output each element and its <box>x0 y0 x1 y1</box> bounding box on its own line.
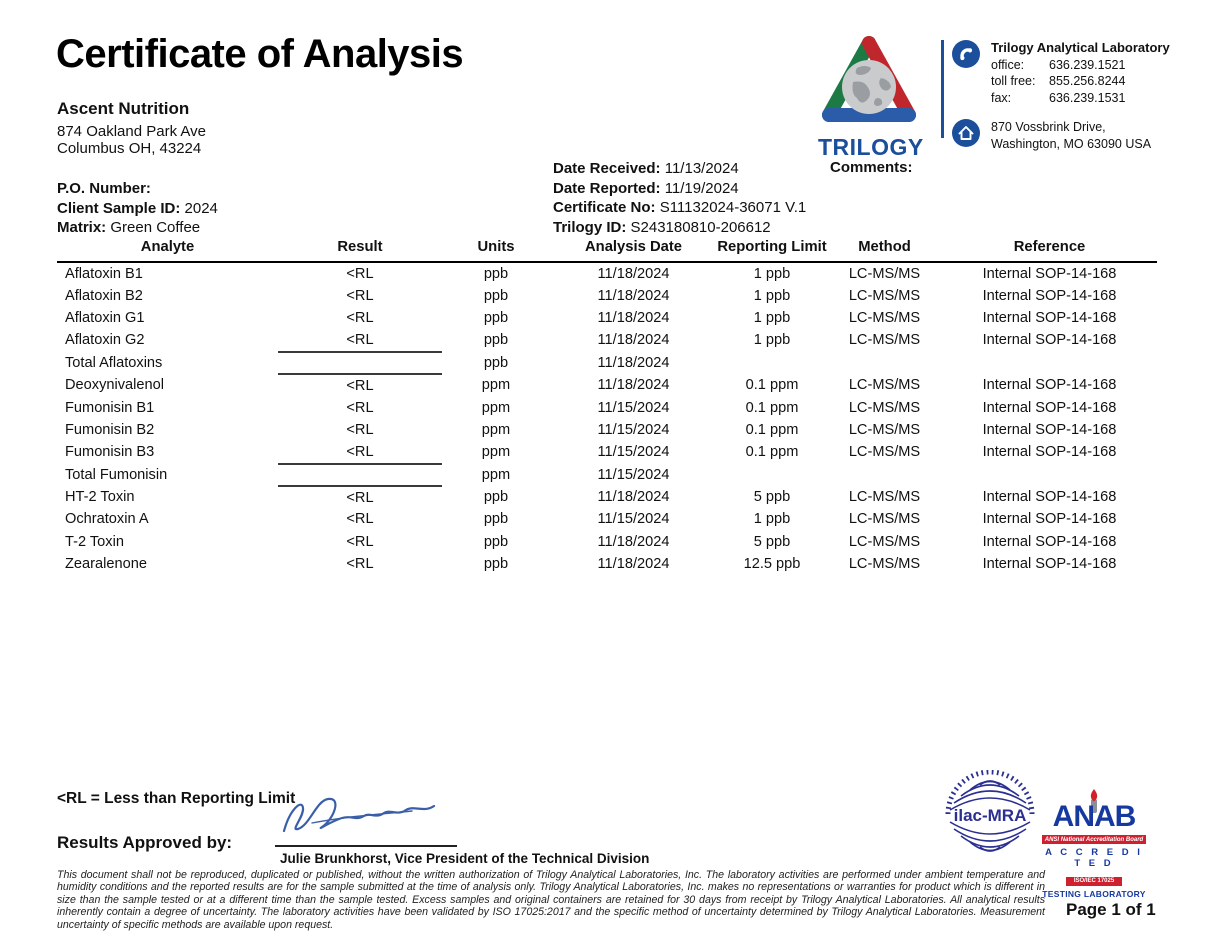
cell-reporting-limit: 5 ppb <box>753 533 791 550</box>
column-header-analyte: Analyte <box>57 239 278 262</box>
comments-label: Comments: <box>830 159 913 176</box>
cell-result <box>278 352 442 374</box>
cell-analyte: Zearalenone <box>65 556 147 573</box>
column-header-units: Units <box>442 239 550 262</box>
client-name: Ascent Nutrition <box>57 99 190 118</box>
cell-reporting-limit: 0.1 ppm <box>745 377 799 394</box>
matrix-value: Green Coffee <box>110 219 201 237</box>
signature-icon <box>272 793 452 843</box>
cell-method: LC-MS/MS <box>848 556 921 573</box>
cell-result: <RL <box>346 511 374 528</box>
svg-text:ANAB: ANAB <box>1052 800 1136 829</box>
toll-free-label: toll free: <box>991 74 1036 88</box>
cell-reference: Internal SOP-14-168 <box>982 511 1117 528</box>
toll-free-phone: 855.256.8244 <box>1049 74 1126 88</box>
lab-contact-block <box>952 40 1170 165</box>
cell-analysis-date: 11/18/2024 <box>597 377 670 394</box>
sample-info-block <box>57 179 218 238</box>
table-row <box>57 374 1157 396</box>
cell-reference <box>942 464 1157 486</box>
cell-reference: Internal SOP-14-168 <box>982 287 1117 304</box>
cell-result: <RL <box>278 329 442 351</box>
trilogy-id-label: Trilogy ID: <box>553 219 627 237</box>
cell-analyte: Total Aflatoxins <box>65 354 163 371</box>
trilogy-triangle-globe-icon <box>819 34 919 128</box>
approved-by-label: Results Approved by: <box>57 833 233 852</box>
table-row <box>57 531 1157 553</box>
cell-analysis-date: 11/18/2024 <box>597 533 670 550</box>
cell-reporting-limit <box>717 352 827 374</box>
table-row <box>57 307 1157 329</box>
trilogy-logo <box>818 34 924 161</box>
cell-analysis-date: 11/15/2024 <box>597 466 670 483</box>
date-received-label: Date Received: <box>553 160 661 177</box>
anab-accredited-text: A C C R E D I T E D <box>1045 847 1143 869</box>
signer-name: Julie Brunkhorst, Vice President of the Technical Division <box>280 851 650 866</box>
cell-reporting-limit: 0.1 ppm <box>745 399 799 416</box>
fax-phone: 636.239.1531 <box>1049 90 1126 105</box>
anab-torch-icon <box>1042 789 1146 829</box>
cell-reference <box>942 352 1157 374</box>
cell-analysis-date: 11/18/2024 <box>597 287 670 304</box>
cell-units: ppb <box>483 287 509 304</box>
cell-analysis-date: 11/15/2024 <box>597 444 670 461</box>
ilac-mra-seal <box>944 770 1036 867</box>
page-number: Page 1 of 1 <box>1066 900 1156 919</box>
cell-reporting-limit: 1 ppb <box>753 511 791 528</box>
table-row <box>57 329 1157 351</box>
cell-analysis-date: 11/18/2024 <box>597 332 670 349</box>
cell-method: LC-MS/MS <box>848 511 921 528</box>
cell-analyte: Fumonisin B2 <box>65 421 155 438</box>
cell-reference: Internal SOP-14-168 <box>982 377 1117 394</box>
certificate-no-value: S11132024-36071 V.1 <box>659 199 807 217</box>
table-row <box>57 553 1157 575</box>
cell-method: LC-MS/MS <box>848 287 921 304</box>
certificate-no-label: Certificate No: <box>553 199 656 217</box>
table-row <box>57 419 1157 441</box>
report-info-block <box>553 159 806 238</box>
cell-analysis-date: 11/18/2024 <box>597 265 670 282</box>
cell-result: <RL <box>346 489 374 506</box>
cell-reporting-limit: 0.1 ppm <box>745 421 799 438</box>
cell-units: ppb <box>483 556 509 573</box>
table-row <box>57 396 1157 418</box>
cell-units: ppm <box>481 399 511 416</box>
cell-reporting-limit: 1 ppb <box>753 332 791 349</box>
cell-analyte: Aflatoxin B2 <box>65 287 143 304</box>
cell-method: LC-MS/MS <box>848 377 921 394</box>
results-table <box>57 239 1157 575</box>
cell-reporting-limit: 5 ppb <box>753 489 791 506</box>
home-icon <box>952 119 980 147</box>
cell-reporting-limit: 12.5 ppb <box>743 556 801 573</box>
column-header-analysis-date: Analysis Date <box>550 239 717 262</box>
cell-analyte: T-2 Toxin <box>65 533 124 550</box>
cell-reporting-limit: 0.1 ppm <box>745 444 799 461</box>
table-row <box>57 508 1157 530</box>
table-row <box>57 486 1157 508</box>
cell-method: LC-MS/MS <box>848 489 921 506</box>
cell-reference: Internal SOP-14-168 <box>982 444 1117 461</box>
cell-reporting-limit: 1 ppb <box>753 309 791 326</box>
rl-legend: <RL = Less than Reporting Limit <box>57 790 296 807</box>
cell-units: ppm <box>481 377 511 394</box>
client-block <box>57 100 206 158</box>
column-header-method: Method <box>827 239 942 262</box>
cell-result: <RL <box>346 309 374 326</box>
signature-line <box>275 845 457 847</box>
cell-reference: Internal SOP-14-168 <box>982 265 1117 282</box>
cell-method: LC-MS/MS <box>848 421 921 438</box>
ilac-mra-icon <box>944 770 1036 862</box>
cell-reference: Internal SOP-14-168 <box>982 399 1117 416</box>
cell-units: ppb <box>483 332 509 349</box>
cell-result: <RL <box>346 265 374 282</box>
table-row <box>57 262 1157 284</box>
column-header-reporting-limit: Reporting Limit <box>717 239 827 262</box>
cell-analyte: Aflatoxin G1 <box>65 309 145 326</box>
office-label: office: <box>991 57 1025 72</box>
cell-analyte: Deoxynivalenol <box>65 377 164 394</box>
cell-result: <RL <box>346 421 374 438</box>
phone-icon <box>952 40 980 68</box>
client-address-line2: Columbus OH, 43224 <box>57 140 202 157</box>
cell-units: ppb <box>483 511 509 528</box>
cell-reference: Internal SOP-14-168 <box>982 533 1117 550</box>
cell-method: LC-MS/MS <box>848 265 921 282</box>
cell-analysis-date: 11/15/2024 <box>597 421 670 438</box>
table-row <box>57 284 1157 306</box>
cell-analysis-date: 11/18/2024 <box>597 354 670 371</box>
cell-reporting-limit: 1 ppb <box>753 265 791 282</box>
cell-analyte: Aflatoxin G2 <box>65 332 145 349</box>
cell-method: LC-MS/MS <box>848 332 921 349</box>
cell-reference: Internal SOP-14-168 <box>982 556 1117 573</box>
cell-result: <RL <box>346 533 374 550</box>
cell-units: ppb <box>483 489 509 506</box>
cell-reference: Internal SOP-14-168 <box>982 332 1117 349</box>
client-sample-id-label: Client Sample ID: <box>57 199 181 217</box>
date-reported-value: 11/19/2024 <box>664 179 739 197</box>
cell-units: ppb <box>483 533 509 550</box>
cell-analysis-date: 11/15/2024 <box>597 511 670 528</box>
column-header-reference: Reference <box>942 239 1157 262</box>
cell-reference: Internal SOP-14-168 <box>982 489 1117 506</box>
cell-reporting-limit <box>717 464 827 486</box>
cell-reference: Internal SOP-14-168 <box>982 309 1117 326</box>
cell-method <box>827 464 942 486</box>
cell-analyte: Ochratoxin A <box>65 511 149 528</box>
anab-type-text: TESTING LABORATORY <box>1042 889 1146 899</box>
cell-result: <RL <box>278 441 442 463</box>
trilogy-logo-text: TRILOGY <box>818 134 924 160</box>
cell-result: <RL <box>346 556 374 573</box>
cell-method: LC-MS/MS <box>848 309 921 326</box>
anab-iso-text: ISO/IEC 17025 <box>1066 877 1122 886</box>
po-number-label: P.O. Number: <box>57 180 151 197</box>
cell-analyte: HT-2 Toxin <box>65 489 135 506</box>
cell-analysis-date: 11/15/2024 <box>597 399 670 416</box>
cell-result: <RL <box>346 377 374 394</box>
fax-label: fax: <box>991 90 1012 105</box>
lab-address-line1: 870 Vossbrink Drive, <box>991 120 1106 134</box>
cell-result: <RL <box>346 399 374 416</box>
cell-method: LC-MS/MS <box>848 533 921 550</box>
results-table-body <box>57 262 1157 575</box>
lab-address-line2: Washington, MO 63090 USA <box>991 136 1152 151</box>
cell-analyte: Total Fumonisin <box>65 466 168 483</box>
disclaimer-text: This document shall not be reproduced, duplicated or published, without the written authorization of Trilogy Analytical Laboratories, Inc. The laboratory activities are performed under ambient temperature and humidity conditions and the reported results are for the sample submitted at the time of analysis only. Trilogy Analytical Laboratories, Inc. makes no representations or warranties for product which is different in size than the sample tested or at a different time than the sample tested. Excess samples and original containers are retained for 30 days from receipt by Trilogy Analytical Laboratories. All analytical results inherently contain a degree of uncertainty. The laboratory activities have been validated by ISO 17025:2017 and the specific method of uncertainty determined by Trilogy Analytical Laboratories. Measurement uncertainty of specific methods are available upon request. <box>57 869 1045 931</box>
cell-method: LC-MS/MS <box>848 444 921 461</box>
office-phone: 636.239.1521 <box>1049 57 1126 72</box>
cell-result: <RL <box>346 287 374 304</box>
cell-analyte: Fumonisin B3 <box>65 444 155 461</box>
cell-units: ppm <box>481 466 511 483</box>
cell-analysis-date: 11/18/2024 <box>597 489 670 506</box>
svg-text:ilac-MRA: ilac-MRA <box>953 806 1027 825</box>
cell-analyte: Fumonisin B1 <box>65 399 155 416</box>
table-row <box>57 464 1157 486</box>
signature <box>272 793 452 848</box>
client-address-line1: 874 Oakland Park Ave <box>57 122 206 140</box>
client-sample-id-value: 2024 <box>184 199 218 217</box>
matrix-label: Matrix: <box>57 219 107 237</box>
cell-analysis-date: 11/18/2024 <box>597 556 670 573</box>
cell-method: LC-MS/MS <box>848 399 921 416</box>
table-row <box>57 441 1157 463</box>
date-received-value: 11/13/2024 <box>664 160 739 177</box>
date-reported-label: Date Reported: <box>553 179 661 197</box>
anab-logo <box>1042 789 1146 899</box>
cell-units: ppb <box>483 309 509 326</box>
anab-board-text: ANSI National Accreditation Board <box>1042 835 1146 844</box>
column-header-result: Result <box>278 239 442 262</box>
cell-units: ppm <box>481 421 511 438</box>
trilogy-id-value: S243180810-206612 <box>630 219 771 237</box>
logo-contact-divider <box>941 40 944 138</box>
table-header-row <box>57 239 1157 262</box>
cell-units: ppb <box>483 265 509 282</box>
cell-reference: Internal SOP-14-168 <box>982 421 1117 438</box>
cell-units: ppb <box>483 354 509 371</box>
cell-reporting-limit: 1 ppb <box>753 287 791 304</box>
lab-name: Trilogy Analytical Laboratory <box>991 40 1170 55</box>
cell-result <box>278 464 442 486</box>
cell-units: ppm <box>481 444 511 461</box>
cell-method <box>827 352 942 374</box>
table-row <box>57 352 1157 374</box>
page-title: Certificate of Analysis <box>56 32 464 76</box>
cell-analysis-date: 11/18/2024 <box>597 309 670 326</box>
cell-analyte: Aflatoxin B1 <box>65 265 143 282</box>
